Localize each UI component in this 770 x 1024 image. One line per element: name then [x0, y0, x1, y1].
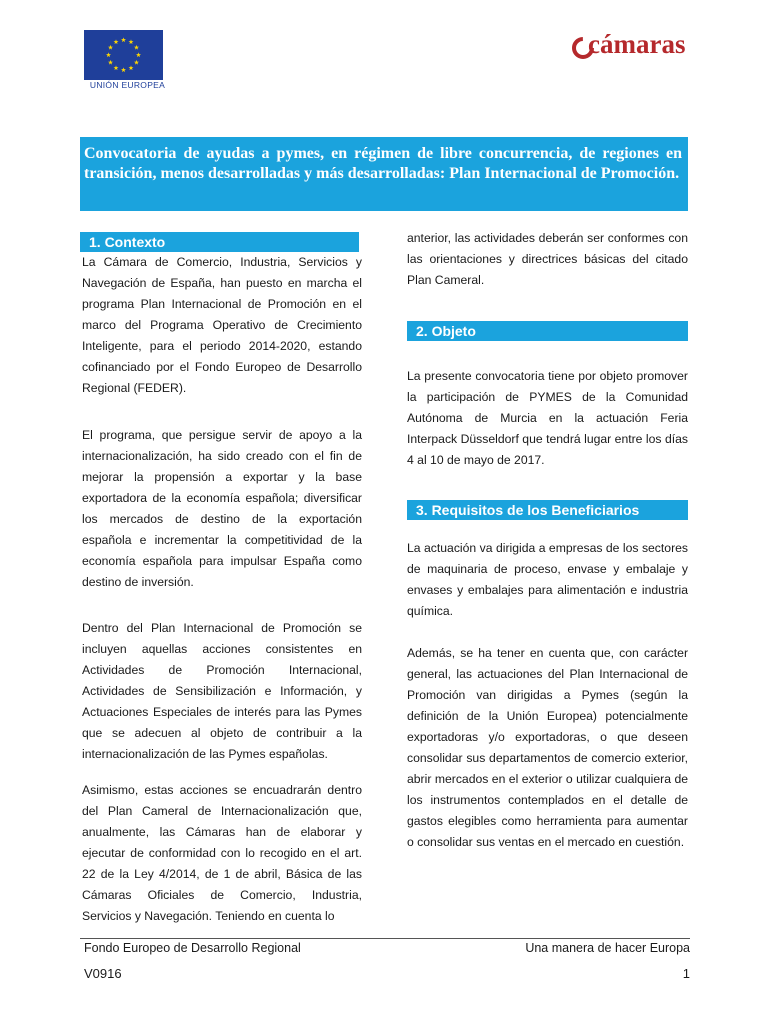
- page-number: 1: [682, 966, 690, 981]
- eu-star-icon: [129, 39, 134, 44]
- eu-star-icon: [121, 37, 126, 42]
- contexto-paragraph-5: anterior, las actividades deberán ser conformes con las orientaciones y directrices básicas del citado Plan Cameral.: [407, 231, 688, 287]
- camaras-logo: [572, 26, 702, 66]
- eu-star-icon: [134, 60, 139, 65]
- title-banner: [80, 137, 688, 211]
- section-heading-objeto: 2. Objeto: [407, 321, 688, 341]
- eu-star-icon: [129, 65, 134, 70]
- contexto-paragraph-3: Dentro del Plan Internacional de Promoción se incluyen aquellas acciones consistentes en Actividades de Promoción Internacional, Actividades de Sensibilización e Información, y Actuaciones Especiales de interés para las Pymes que se adecuen al objeto de contribuir a la internacionalización de las Pymes españolas.: [82, 621, 362, 761]
- footer-fund-name: Fondo Europeo de Desarrollo Regional: [84, 941, 301, 955]
- eu-star-icon: [114, 39, 119, 44]
- footer-slogan: Una manera de hacer Europa: [525, 941, 690, 955]
- eu-caption: UNIÓN EUROPEA: [89, 80, 166, 90]
- eu-flag-logo: [84, 30, 163, 80]
- eu-star-icon: [108, 45, 113, 50]
- eu-star-icon: [136, 52, 141, 57]
- eu-stars-icon: [84, 30, 163, 80]
- section-heading-requisitos: 3. Requisitos de los Beneficiarios: [407, 500, 688, 520]
- eu-star-icon: [114, 65, 119, 70]
- contexto-paragraph-1: La Cámara de Comercio, Industria, Servicios y Navegación de España, han puesto en marcha el programa Plan Internacional de Promoción en el marco del Programa Operativo de Crecimiento Inteligente, para el periodo 2014-2020, estando cofinanciado por el Fondo Europeo de Desarrollo Regional (FEDER).: [82, 255, 362, 395]
- eu-star-icon: [108, 60, 113, 65]
- document-version: V0916: [84, 966, 122, 981]
- footer-divider: [80, 938, 690, 939]
- camaras-wordmark: cámaras: [588, 29, 686, 59]
- eu-star-icon: [106, 52, 111, 57]
- section-heading-contexto: 1. Contexto: [80, 232, 359, 252]
- contexto-paragraph-2: El programa, que persigue servir de apoyo a la internacionalización, ha sido creado con el fin de mejorar la propensión a exportar y la base exportadora de la economía española; diversificar los mercados de destino de la exportación española e incrementar la competitividad de la economía española para impulsar España como destino de inversión.: [82, 428, 362, 589]
- requisitos-paragraph-1: La actuación va dirigida a empresas de los sectores de maquinaria de proceso, envase y embalaje y envases y embalajes para alimentación e industria química.: [407, 541, 688, 618]
- eu-star-icon: [134, 45, 139, 50]
- eu-star-icon: [121, 67, 126, 72]
- contexto-paragraph-4: Asimismo, estas acciones se encuadrarán dentro del Plan Cameral de Internacionalización que, anualmente, las Cámaras han de elaborar y ejecutar de conformidad con lo recogido en el art. 22 de la Ley 4/2014, de 1 de abril, Básica de las Cámaras Oficiales de Comercio, Industria, Servicios y Navegación. Teniendo en cuenta lo: [82, 783, 362, 923]
- document-title: Convocatoria de ayudas a pymes, en régimen de libre concurrencia, de regiones en transición, menos desarrolladas y más desarrolladas: Plan Internacional de Promoción.: [84, 145, 682, 182]
- objeto-paragraph-1: La presente convocatoria tiene por objeto promover la participación de PYMES de la Comunidad Autónoma de Murcia en la actuación Feria Interpack Düsseldorf que tendrá lugar entre los días 4 al 10 de mayo de 2017.: [407, 369, 688, 467]
- requisitos-paragraph-2: Además, se ha tener en cuenta que, con carácter general, las actuaciones del Plan Internacional de Promoción van dirigidas a Pymes (según la definición de la Unión Europea) potencialmente exportadoras y/o exportadoras, o que deseen consolidar sus departamentos de comercio exterior, abrir mercados en el exterior o utilizar cualquiera de los instrumentos contemplados en el detalle de gastos elegibles como herramienta para aumentar o consolidar sus ventas en el mercado en cuestión.: [407, 646, 688, 849]
